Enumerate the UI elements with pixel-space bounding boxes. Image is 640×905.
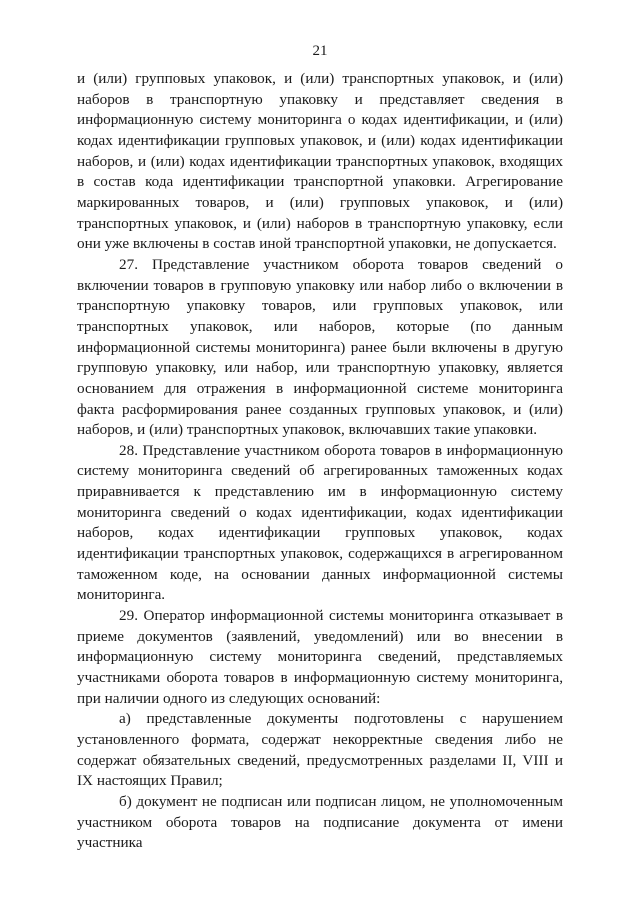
subparagraph-b: б) документ не подписан или подписан лицом, не уполномоченным участником оборота товаров на подписание документа от имени участника [77, 792, 563, 852]
paragraph-item-29: 29. Оператор информационной системы мониторинга отказывает в приеме документов (заявлений, уведомлений) или во внесении в информационную систему мониторинга сведений, представляемых участниками оборота товаров в информационную систему мониторинга, при наличии одного из следующих оснований: [77, 607, 563, 707]
subparagraph-a: а) представленные документы подготовлены с нарушением установленного формата, содержат некорректные сведения либо не содержат обязательных сведений, предусмотренных разделами II, VIII и IX настоящих Правил; [77, 710, 563, 790]
document-body [77, 69, 563, 854]
page-number: 21 [312, 43, 328, 59]
paragraph-item-27: 27. Представление участником оборота товаров сведений о включении товаров в групповую упаковку или набор либо о включении в транспортную упаковку товаров, или групповых упаковок, или транспортных упаковок, или наборов, которые (по данным информационной системы мониторинга) ранее были включены в другую групповую упаковку, или набор, или транспортную упаковку, является основанием для отражения в информационной системе мониторинга факта расформирования ранее созданных групповых упаковок, и (или) наборов, и (или) транспортных упаковок, включавших такие упаковки. [77, 255, 563, 439]
paragraph-continuation: и (или) групповых упаковок, и (или) транспортных упаковок, и (или) наборов в транспортную упаковку и представляет сведения в информационную систему мониторинга о кодах идентификации, и (или) кодах идентификации групповых упаковок, и (или) кодах идентификации наборов, и (или) кодах идентификации транспортных упаковок, входящих в состав кода идентификации транспортной упаковки. Агрегирование маркированных товаров, и (или) групповых упаковок, и (или) транспортных упаковок, и (или) наборов в транспортную упаковку, если они уже включены в состав иной транспортной упаковки, не допускается. [77, 70, 563, 253]
paragraph-item-28: 28. Представление участником оборота товаров в информационную систему мониторинга сведений об агрегированных таможенных кодах приравнивается к представлению им в информационную систему мониторинга сведений о кодах идентификации, кодах идентификации наборов, кодах идентификации групповых упаковок, кодах идентификации транспортных упаковок, содержащихся в агрегированном таможенном коде, на основании данных информационной системы мониторинга. [77, 441, 563, 604]
